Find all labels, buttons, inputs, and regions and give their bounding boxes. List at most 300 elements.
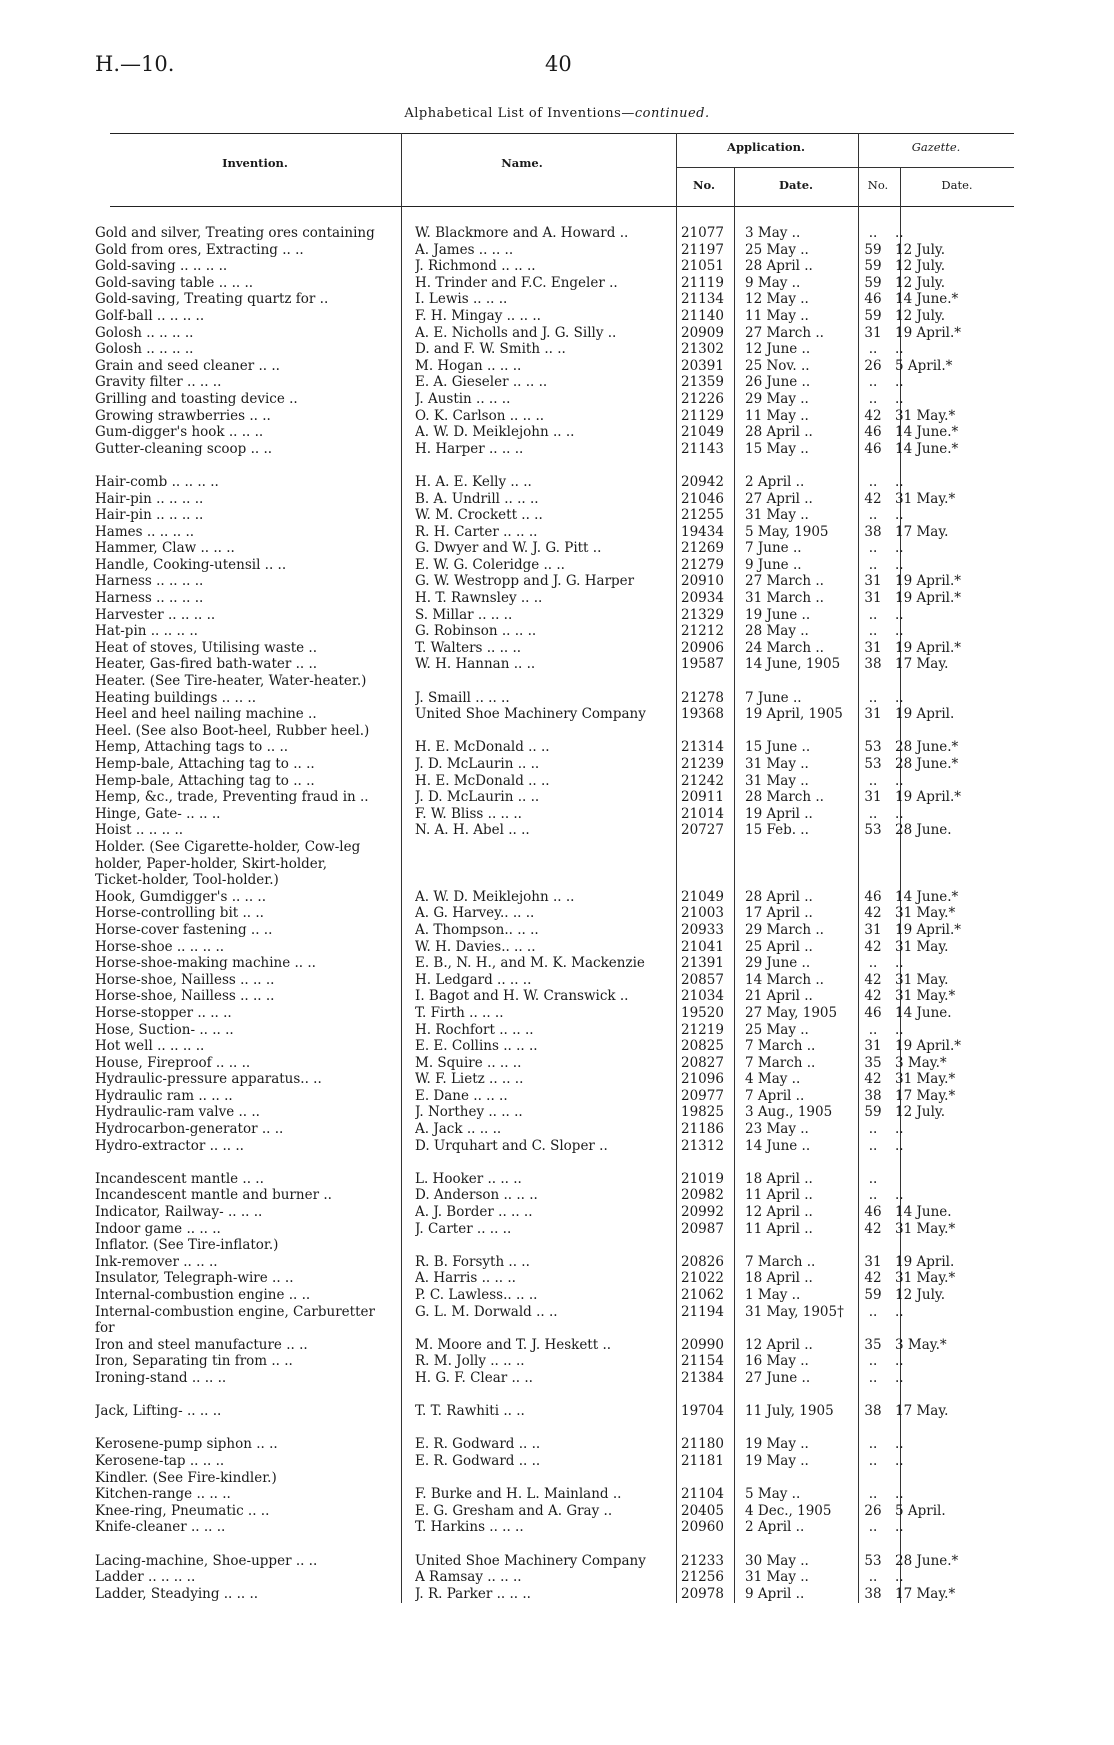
gazette-no-cell: 42 xyxy=(864,938,882,955)
invention-cell: Holder. (See Cigarette-holder, Cow-leg xyxy=(95,838,361,855)
name-cell: J. Richmond .. .. .. xyxy=(415,258,536,275)
table-row xyxy=(95,856,1015,873)
app-no-cell: 20857 xyxy=(681,971,724,988)
gazette-date-cell: 5 April.* xyxy=(895,357,953,374)
name-cell: A. W. D. Meiklejohn .. .. xyxy=(415,888,575,905)
invention-cell: Golf-ball .. .. .. .. xyxy=(95,307,205,324)
app-date-cell: 16 May .. xyxy=(745,1353,809,1370)
app-no-cell: 21226 xyxy=(681,390,724,407)
invention-cell: Hydraulic-pressure apparatus.. .. xyxy=(95,1071,322,1088)
table-row xyxy=(95,905,1015,922)
gazette-date-cell: .. xyxy=(895,507,904,524)
invention-cell: Jack, Lifting- .. .. .. xyxy=(95,1403,222,1420)
table-row xyxy=(95,822,1015,839)
gazette-date-cell: 31 May.* xyxy=(895,1071,956,1088)
invention-cell: Horse-cover fastening .. .. xyxy=(95,921,273,938)
app-date-cell: 11 July, 1905 xyxy=(745,1403,834,1420)
invention-cell: Hydro-extractor .. .. .. xyxy=(95,1137,244,1154)
app-no-cell: 21391 xyxy=(681,955,724,972)
app-no-cell: 20911 xyxy=(681,789,724,806)
table-row xyxy=(95,1337,1015,1354)
app-date-cell: 14 March .. xyxy=(745,971,824,988)
gazette-no-cell: 26 xyxy=(864,357,882,374)
gazette-no-cell: 53 xyxy=(864,822,882,839)
invention-cell: Horse-shoe, Nailless .. .. .. xyxy=(95,971,275,988)
gazette-date-cell: 17 May. xyxy=(895,656,949,673)
invention-cell: Hemp-bale, Attaching tag to .. .. xyxy=(95,772,315,789)
app-no-cell: 20405 xyxy=(681,1502,724,1519)
app-date-cell: 25 April .. xyxy=(745,938,813,955)
gazette-date-cell: .. xyxy=(895,1369,904,1386)
gazette-no-cell: 42 xyxy=(864,905,882,922)
gazette-date-cell: 19 April.* xyxy=(895,590,961,607)
app-no-cell: 19520 xyxy=(681,1004,724,1021)
app-date-cell: 15 May .. xyxy=(745,440,809,457)
gazette-date-cell: 14 June.* xyxy=(895,440,959,457)
invention-cell: Hair-pin .. .. .. .. xyxy=(95,507,204,524)
app-no-cell: 20982 xyxy=(681,1187,724,1204)
gazette-date-cell: 19 April.* xyxy=(895,921,961,938)
name-cell: J. D. McLaurin .. .. xyxy=(415,756,540,772)
name-cell: A. E. Nicholls and J. G. Silly .. xyxy=(415,324,617,341)
gazette-date-cell: .. xyxy=(895,1121,904,1138)
app-no-cell: 21180 xyxy=(681,1436,724,1453)
invention-cell: Horse-shoe, Nailless .. .. .. xyxy=(95,988,275,1005)
app-date-cell: 4 Dec., 1905 xyxy=(745,1502,832,1519)
invention-cell: Grain and seed cleaner .. .. xyxy=(95,357,280,374)
section-gap xyxy=(95,1387,1015,1404)
invention-cell: holder, Paper-holder, Skirt-holder, xyxy=(95,855,328,872)
gazette-no-cell: 42 xyxy=(864,988,882,1005)
gazette-date-cell: .. xyxy=(895,1569,904,1586)
table-row xyxy=(95,1254,1015,1271)
invention-cell: Hot well .. .. .. .. xyxy=(95,1038,205,1055)
page-header xyxy=(0,52,1114,82)
app-date-cell: 7 March .. xyxy=(745,1054,816,1071)
app-date-cell: 7 June .. xyxy=(745,540,802,557)
gazette-date-cell: 31 May. xyxy=(895,938,949,955)
app-no-cell: 21022 xyxy=(681,1270,724,1287)
table-row xyxy=(95,275,1015,292)
name-cell: S. Millar .. .. .. xyxy=(415,606,513,623)
gazette-no-cell: 42 xyxy=(864,407,882,424)
name-cell: H. G. F. Clear .. .. xyxy=(415,1369,533,1386)
invention-cell: House, Fireproof .. .. .. xyxy=(95,1054,251,1071)
gazette-date-cell: .. xyxy=(895,225,904,241)
gazette-date-cell: 28 June.* xyxy=(895,756,959,772)
table-row xyxy=(95,789,1015,806)
gazette-date-cell: .. xyxy=(895,623,904,640)
app-no-cell: 19434 xyxy=(681,523,724,540)
gazette-no-cell: .. xyxy=(868,623,878,640)
gazette-date-cell: 31 May.* xyxy=(895,988,956,1005)
name-cell: N. A. H. Abel .. .. xyxy=(415,822,530,839)
app-no-cell: 21197 xyxy=(681,241,724,258)
invention-cell: Heater, Gas-fired bath-water .. .. xyxy=(95,656,318,673)
table-row xyxy=(95,1353,1015,1370)
app-no-cell: 21046 xyxy=(681,490,724,507)
name-cell: F. W. Bliss .. .. .. xyxy=(415,805,522,822)
gazette-date-cell: 3 May.* xyxy=(895,1336,947,1353)
invention-cell: Ironing-stand .. .. .. xyxy=(95,1369,227,1386)
gazette-date-cell: 19 April.* xyxy=(895,1038,961,1055)
app-date-cell: 29 May .. xyxy=(745,390,809,407)
name-cell: J. Carter .. .. .. xyxy=(415,1220,512,1237)
table-row xyxy=(95,806,1015,823)
gazette-no-cell: .. xyxy=(868,540,878,557)
gazette-date-cell: .. xyxy=(895,1486,904,1503)
app-no-cell: 19704 xyxy=(681,1403,724,1420)
app-date-cell: 5 May, 1905 xyxy=(745,523,829,540)
invention-cell: Knife-cleaner .. .. .. xyxy=(95,1519,226,1536)
gazette-date-cell: 17 May.* xyxy=(895,1585,956,1602)
table-row xyxy=(95,1022,1015,1039)
document-reference: H.—10. xyxy=(95,52,175,76)
app-no-cell: 21314 xyxy=(681,739,724,756)
invention-cell: Gold-saving table .. .. .. xyxy=(95,274,254,291)
gazette-date-cell: 19 April. xyxy=(895,1253,955,1270)
gazette-date-cell: .. xyxy=(895,374,904,391)
gazette-no-cell: 38 xyxy=(864,1585,882,1602)
invention-cell: Kerosene-pump siphon .. .. xyxy=(95,1436,278,1453)
table-row xyxy=(95,1270,1015,1287)
table-row xyxy=(95,291,1015,308)
table-row xyxy=(95,1221,1015,1238)
gazette-no-cell: .. xyxy=(868,805,878,822)
app-no-cell: 20910 xyxy=(681,573,724,590)
app-date-cell: 7 April .. xyxy=(745,1087,805,1104)
table-row xyxy=(95,524,1015,541)
app-date-cell: 5 May .. xyxy=(745,1486,801,1503)
gazette-no-cell: 35 xyxy=(864,1054,882,1071)
name-cell: A. G. Harvey.. .. .. xyxy=(415,905,535,922)
gazette-date-cell: .. xyxy=(895,1436,904,1453)
table-row xyxy=(95,1287,1015,1304)
name-cell: T. Harkins .. .. .. xyxy=(415,1519,524,1536)
name-cell: E. G. Gresham and A. Gray .. xyxy=(415,1502,613,1519)
gazette-no-cell: 46 xyxy=(864,1004,882,1021)
gazette-no-cell: .. xyxy=(868,1121,878,1138)
table-row xyxy=(95,474,1015,491)
invention-cell: Heel. (See also Boot-heel, Rubber heel.) xyxy=(95,722,370,739)
name-cell: E. R. Godward .. .. xyxy=(415,1436,541,1453)
app-no-cell: 21384 xyxy=(681,1369,724,1386)
gazette-date-cell: 31 May.* xyxy=(895,490,956,507)
app-date-cell: 28 March .. xyxy=(745,789,824,806)
app-date-cell: 11 May .. xyxy=(745,407,809,424)
app-no-cell: 21269 xyxy=(681,540,724,557)
name-cell: I. Bagot and H. W. Cranswick .. xyxy=(415,988,629,1005)
gazette-date-cell: 12 July. xyxy=(895,241,946,258)
app-date-cell: 9 May .. xyxy=(745,274,801,291)
name-cell: A. Thompson.. .. .. xyxy=(415,921,539,938)
invention-cell: Hemp, Attaching tags to .. .. xyxy=(95,739,289,756)
gazette-no-cell: .. xyxy=(868,1486,878,1503)
gazette-no-cell: 26 xyxy=(864,1502,882,1519)
app-date-cell: 28 April .. xyxy=(745,424,813,441)
invention-cell: Hair-comb .. .. .. .. xyxy=(95,473,219,490)
gazette-no-cell: .. xyxy=(868,1187,878,1204)
app-no-cell: 20909 xyxy=(681,324,724,341)
invention-cell: Kerosene-tap .. .. .. xyxy=(95,1452,225,1469)
gazette-no-cell: .. xyxy=(868,1369,878,1386)
name-cell: J. D. McLaurin .. .. xyxy=(415,789,540,806)
app-date-cell: 12 May .. xyxy=(745,291,809,308)
table-row xyxy=(95,922,1015,939)
name-cell: J. Northey .. .. .. xyxy=(415,1104,523,1121)
invention-cell: Indoor game .. .. .. xyxy=(95,1220,221,1237)
gazette-no-cell: 38 xyxy=(864,523,882,540)
invention-cell: Gold and silver, Treating ores containing xyxy=(95,225,375,241)
invention-cell: Internal-combustion engine .. .. xyxy=(95,1287,311,1303)
name-cell: M. Moore and T. J. Heskett .. xyxy=(415,1336,612,1353)
app-no-cell: 20391 xyxy=(681,357,724,374)
gazette-date-cell: 19 April. xyxy=(895,706,955,723)
invention-cell: Gold from ores, Extracting .. .. xyxy=(95,241,304,258)
invention-cell: Horse-shoe .. .. .. .. xyxy=(95,938,225,955)
app-date-cell: 18 April .. xyxy=(745,1270,813,1287)
table-row xyxy=(95,1403,1015,1420)
invention-cell: Ladder .. .. .. .. xyxy=(95,1569,196,1586)
invention-cell: Golosh .. .. .. .. xyxy=(95,341,194,358)
app-date-cell: 26 June .. xyxy=(745,374,811,391)
gazette-date-cell: 19 April.* xyxy=(895,789,961,806)
app-date-cell: 11 April .. xyxy=(745,1187,813,1204)
invention-cell: Hydrocarbon-generator .. .. xyxy=(95,1121,284,1138)
app-no-cell: 20906 xyxy=(681,639,724,656)
app-date-cell: 14 June .. xyxy=(745,1137,811,1154)
gazette-date-cell: .. xyxy=(895,606,904,623)
page-number: 40 xyxy=(545,52,572,76)
invention-cell: Heater. (See Tire-heater, Water-heater.) xyxy=(95,673,367,690)
app-date-cell: 14 June, 1905 xyxy=(745,656,841,673)
table-row xyxy=(95,242,1015,259)
app-no-cell: 19368 xyxy=(681,706,724,723)
invention-cell: Golosh .. .. .. .. xyxy=(95,324,194,341)
app-no-cell: 21129 xyxy=(681,407,724,424)
gazette-date-cell: 19 April.* xyxy=(895,573,961,590)
gazette-no-cell: 31 xyxy=(864,706,882,723)
name-cell: E. A. Gieseler .. .. .. xyxy=(415,374,548,391)
gazette-no-cell: 46 xyxy=(864,440,882,457)
table-row xyxy=(95,623,1015,640)
app-date-cell: 21 April .. xyxy=(745,988,813,1005)
invention-cell: Hat-pin .. .. .. .. xyxy=(95,623,198,640)
col-application: Application. xyxy=(727,140,805,154)
app-date-cell: 31 May .. xyxy=(745,507,809,524)
app-no-cell: 21312 xyxy=(681,1137,724,1154)
invention-cell: Lacing-machine, Shoe-upper .. .. xyxy=(95,1552,318,1569)
invention-cell: Hammer, Claw .. .. .. xyxy=(95,540,235,557)
gazette-no-cell: .. xyxy=(868,1021,878,1038)
app-date-cell: 7 March .. xyxy=(745,1038,816,1055)
app-no-cell: 21359 xyxy=(681,374,724,391)
table-row xyxy=(95,1121,1015,1138)
invention-cell: Iron, Separating tin from .. .. xyxy=(95,1353,293,1370)
table-row xyxy=(95,706,1015,723)
name-cell: H. A. E. Kelly .. .. xyxy=(415,473,532,490)
section-gap xyxy=(95,1536,1015,1553)
app-date-cell: 28 April .. xyxy=(745,888,813,905)
gazette-date-cell: 14 June.* xyxy=(895,888,959,905)
gazette-date-cell: .. xyxy=(895,1452,904,1469)
gazette-no-cell: .. xyxy=(868,772,878,789)
app-no-cell: 21049 xyxy=(681,888,724,905)
invention-cell: Heel and heel nailing machine .. xyxy=(95,706,317,723)
invention-cell: Gold-saving .. .. .. .. xyxy=(95,258,228,275)
app-no-cell: 21278 xyxy=(681,689,724,706)
app-no-cell: 21256 xyxy=(681,1569,724,1586)
table-row xyxy=(95,441,1015,458)
app-no-cell: 21096 xyxy=(681,1071,724,1088)
name-cell: G. W. Westropp and J. G. Harper xyxy=(415,573,635,590)
table-row xyxy=(95,1104,1015,1121)
gazette-no-cell: 38 xyxy=(864,656,882,673)
gazette-date-cell: 19 April.* xyxy=(895,639,961,656)
app-date-cell: 7 March .. xyxy=(745,1253,816,1270)
name-cell: L. Hooker .. .. .. xyxy=(415,1170,522,1187)
name-cell: M. Hogan .. .. .. xyxy=(415,357,522,374)
app-date-cell: 24 March .. xyxy=(745,639,824,656)
app-date-cell: 27 June .. xyxy=(745,1369,811,1386)
app-no-cell: 21049 xyxy=(681,424,724,441)
gazette-no-cell: .. xyxy=(868,556,878,573)
gazette-date-cell: .. xyxy=(895,341,904,358)
table-row xyxy=(95,358,1015,375)
name-cell: D. and F. W. Smith .. .. xyxy=(415,341,566,358)
gazette-no-cell: 46 xyxy=(864,424,882,441)
invention-cell: Heat of stoves, Utilising waste .. xyxy=(95,639,317,656)
invention-cell: Hames .. .. .. .. xyxy=(95,523,195,540)
gazette-no-cell: 42 xyxy=(864,1270,882,1287)
gazette-date-cell: 14 June. xyxy=(895,1204,952,1221)
gazette-no-cell: 42 xyxy=(864,1220,882,1237)
gazette-no-cell: 31 xyxy=(864,639,882,656)
table-row xyxy=(95,391,1015,408)
invention-cell: Hemp, &c., trade, Preventing fraud in .. xyxy=(95,789,369,806)
invention-cell: Incandescent mantle .. .. xyxy=(95,1170,264,1187)
name-cell: D. Urquhart and C. Sloper .. xyxy=(415,1137,608,1154)
app-no-cell: 21014 xyxy=(681,805,724,822)
invention-cell: Indicator, Railway- .. .. .. xyxy=(95,1204,263,1221)
gazette-no-cell: 59 xyxy=(864,241,882,258)
app-no-cell: 20942 xyxy=(681,473,724,490)
gazette-no-cell: .. xyxy=(868,225,878,241)
table-row xyxy=(95,1237,1015,1254)
app-date-cell: 29 March .. xyxy=(745,921,824,938)
app-date-cell: 27 May, 1905 xyxy=(745,1004,838,1021)
table-row xyxy=(95,1586,1015,1603)
app-date-cell: 18 April .. xyxy=(745,1170,813,1187)
table-row xyxy=(95,607,1015,624)
app-no-cell: 21329 xyxy=(681,606,724,623)
invention-cell: Hose, Suction- .. .. .. xyxy=(95,1021,234,1038)
table-row xyxy=(95,557,1015,574)
app-no-cell: 20987 xyxy=(681,1220,724,1237)
gazette-date-cell: 14 June. xyxy=(895,1004,952,1021)
table-row xyxy=(95,1138,1015,1155)
name-cell: O. K. Carlson .. .. .. xyxy=(415,407,545,424)
app-no-cell: 21154 xyxy=(681,1353,724,1370)
gazette-no-cell: .. xyxy=(868,1170,878,1187)
app-no-cell: 20826 xyxy=(681,1253,724,1270)
app-date-cell: 11 May .. xyxy=(745,307,809,324)
app-no-cell: 21003 xyxy=(681,905,724,922)
gazette-no-cell: 46 xyxy=(864,291,882,308)
invention-cell: Gold-saving, Treating quartz for .. xyxy=(95,291,329,308)
gazette-date-cell: .. xyxy=(895,1303,904,1320)
table-row xyxy=(95,673,1015,690)
app-date-cell: 2 April .. xyxy=(745,473,805,490)
app-no-cell: 20934 xyxy=(681,590,724,607)
table-row xyxy=(95,590,1015,607)
invention-cell: Gutter-cleaning scoop .. .. xyxy=(95,440,273,457)
name-cell: P. C. Lawless.. .. .. xyxy=(415,1287,538,1303)
gazette-date-cell: 14 June.* xyxy=(895,424,959,441)
app-no-cell: 20990 xyxy=(681,1336,724,1353)
table-row xyxy=(95,573,1015,590)
table-row xyxy=(95,424,1015,441)
name-cell: G. Dwyer and W. J. G. Pitt .. xyxy=(415,540,602,557)
gazette-no-cell: 42 xyxy=(864,1071,882,1088)
name-cell: A. James .. .. .. xyxy=(415,241,514,258)
app-date-cell: 30 May .. xyxy=(745,1552,809,1569)
gazette-no-cell: 46 xyxy=(864,1204,882,1221)
table-row xyxy=(95,325,1015,342)
name-cell: A. Harris .. .. .. xyxy=(415,1270,516,1287)
gazette-no-cell: 53 xyxy=(864,1552,882,1569)
name-cell: H. E. McDonald .. .. xyxy=(415,739,550,756)
table-row xyxy=(95,690,1015,707)
app-no-cell: 20978 xyxy=(681,1585,724,1602)
table-row xyxy=(95,889,1015,906)
table-row xyxy=(95,955,1015,972)
invention-cell: Gum-digger's hook .. .. .. xyxy=(95,424,264,441)
name-cell: J. Austin .. .. .. xyxy=(415,390,511,407)
gazette-no-cell: 38 xyxy=(864,1403,882,1420)
invention-cell: Gravity filter .. .. .. xyxy=(95,374,222,391)
gazette-date-cell: 12 July. xyxy=(895,274,946,291)
table-row xyxy=(95,1171,1015,1188)
table-row xyxy=(95,773,1015,790)
gazette-date-cell: 17 May. xyxy=(895,523,949,540)
app-no-cell: 21041 xyxy=(681,938,724,955)
header-subrule xyxy=(676,167,1014,168)
app-date-cell: 12 April .. xyxy=(745,1336,813,1353)
app-date-cell: 9 April .. xyxy=(745,1585,805,1602)
gazette-date-cell: .. xyxy=(895,390,904,407)
invention-cell: Hinge, Gate- .. .. .. xyxy=(95,805,221,822)
app-no-cell: 21233 xyxy=(681,1552,724,1569)
invention-cell: Internal-combustion engine, Carburetter xyxy=(95,1303,375,1320)
table-row xyxy=(95,656,1015,673)
app-no-cell: 20727 xyxy=(681,822,724,839)
gazette-date-cell: 3 May.* xyxy=(895,1054,947,1071)
gazette-date-cell: 17 May.* xyxy=(895,1087,956,1104)
title-main: Alphabetical List of Inventions— xyxy=(404,106,635,121)
table-row xyxy=(95,1486,1015,1503)
table-row xyxy=(95,507,1015,524)
app-date-cell: 19 April .. xyxy=(745,805,813,822)
invention-cell: Heating buildings .. .. .. xyxy=(95,689,256,706)
table-row xyxy=(95,872,1015,889)
section-gap xyxy=(95,1420,1015,1437)
app-date-cell: 27 March .. xyxy=(745,324,824,341)
gazette-date-cell: .. xyxy=(895,556,904,573)
invention-cell: Horse-controlling bit .. .. xyxy=(95,905,264,922)
section-gap xyxy=(95,1154,1015,1171)
app-date-cell: 19 April, 1905 xyxy=(745,706,843,723)
